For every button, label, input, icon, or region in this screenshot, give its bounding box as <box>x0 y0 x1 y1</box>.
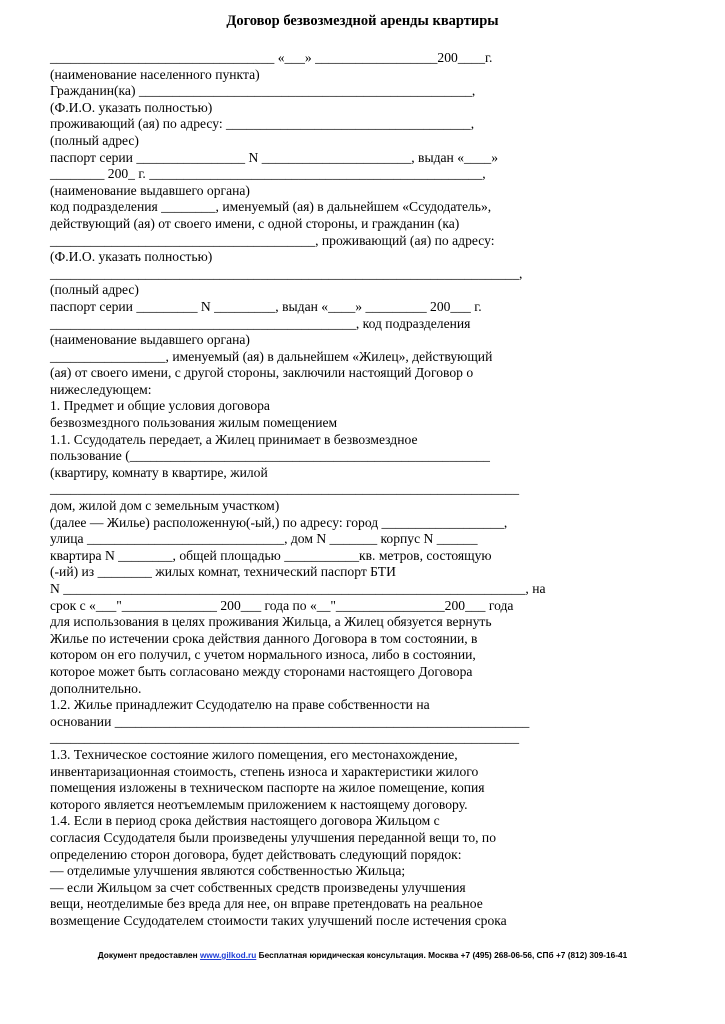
document-line: _____________________________________________________________________ <box>50 730 519 746</box>
document-line: паспорт серии _________ N _________, выдан «____» _________ 200___ г. <box>50 298 482 314</box>
document-line: — если Жильцом за счет собственных средств произведены улучшения <box>50 879 466 895</box>
document-line: 1.1. Ссудодатель передает, а Жилец принимает в безвозмездное <box>50 431 418 447</box>
document-line: улица _____________________________, дом N _______ корпус N ______ <box>50 531 478 547</box>
document-line: нижеследующем: <box>50 381 152 397</box>
document-line: основании _____________________________________________________________ <box>50 713 530 729</box>
document-line: действующий (ая) от своего имени, с одной стороны, и гражданин (ка) <box>50 215 460 231</box>
document-line: (Ф.И.О. указать полностью) <box>50 249 213 265</box>
document-line: паспорт серии ________________ N ______________________, выдан «____» <box>50 149 498 165</box>
footer-prefix: Документ предоставлен <box>97 950 198 960</box>
document-line: согласия Ссудодателя были произведены улучшения переданной вещи то, по <box>50 829 497 845</box>
document-line: для использования в целях проживания Жильца, а Жилец обязуется вернуть <box>50 614 492 630</box>
document-line: которое может быть согласовано между сторонами настоящего Договора <box>50 663 473 679</box>
footer-link[interactable]: www.gilkod.ru <box>199 950 257 960</box>
document-line: _____________________________________________________________________ <box>50 481 519 497</box>
document-line: _____________________________________________, код подразделения <box>50 315 471 331</box>
document-line: пользование (_____________________________________________________ <box>50 448 490 464</box>
document-line: определению сторон договора, будет действовать следующий порядок: <box>50 846 462 862</box>
footer-suffix: Бесплатная юридическая консультация. Москва +7 (495) 268-06-56, СПб +7 (812) 309-16-41 <box>258 950 628 960</box>
document-line: вещи, неотделимые без вреда для нее, он вправе претендовать на реальное <box>50 896 483 912</box>
document-line: квартира N ________, общей площадью ___________кв. метров, состоящую <box>50 547 492 563</box>
document-line: помещения изложены в техническом паспорте на жилое помещение, копия <box>50 780 485 796</box>
document-line: безвозмездного пользования жилым помещением <box>50 415 338 431</box>
document-line: инвентаризационная стоимость, степень износа и характеристики жилого <box>50 763 479 779</box>
document-line: (квартиру, комнату в квартире, жилой <box>50 464 268 480</box>
document-line: (Ф.И.О. указать полностью) <box>50 99 213 115</box>
document-line: (полный адрес) <box>50 132 139 148</box>
document-line: Гражданин(ка) _________________________________________________, <box>50 83 476 99</box>
document-line: проживающий (ая) по адресу: ____________________________________, <box>50 116 475 132</box>
document-line: (далее — Жилье) расположенную(-ый,) по адресу: город __________________, <box>50 514 508 530</box>
document-line: (наименование населенного пункта) <box>50 66 260 82</box>
document-line: (полный адрес) <box>50 282 139 298</box>
document-line: дом, жилой дом с земельным участком) <box>50 498 280 514</box>
document-line: _________________, именуемый (ая) в дальнейшем «Жилец», действующий <box>50 348 493 364</box>
document-line: (наименование выдавшего органа) <box>50 332 250 348</box>
document-line: возмещение Ссудодателем стоимости таких улучшений после истечения срока <box>50 912 507 928</box>
footer <box>0 950 725 960</box>
document-line: (наименование выдавшего органа) <box>50 182 250 198</box>
document-line: _______________________________________, проживающий (ая) по адресу: <box>50 232 495 248</box>
document-line: 1.3. Техническое состояние жилого помещения, его местонахождение, <box>50 746 458 762</box>
document-line: (-ий) из ________ жилых комнат, технический паспорт БТИ <box>50 564 396 580</box>
document-line: 1.4. Если в период срока действия настоящего договора Жильцом с <box>50 813 440 829</box>
document-line: (ая) от своего имени, с другой стороны, заключили настоящий Договор о <box>50 365 474 381</box>
document-line: 1.2. Жилье принадлежит Ссудодателю на праве собственности на <box>50 697 430 713</box>
document-line: Жилье по истечении срока действия данного Договора в том состоянии, в <box>50 630 478 646</box>
document-line: N ____________________________________________________________________, на <box>50 581 546 596</box>
document-line: ________ 200_ г. _________________________________________________, <box>50 166 486 182</box>
document-line: — отделимые улучшения являются собственностью Жильца; <box>50 863 406 879</box>
document-body <box>50 50 595 929</box>
document-line: срок с «___"______________ 200___ года по «__"________________200___ года <box>50 597 514 613</box>
document-line: 1. Предмет и общие условия договора <box>50 398 270 414</box>
document-line: дополнительно. <box>50 680 142 696</box>
document-title: Договор безвозмездной аренды квартиры <box>226 13 499 29</box>
document-line: _________________________________ «___» __________________200____г. <box>50 50 493 65</box>
document-line: код подразделения ________, именуемый (ая) в дальнейшем «Ссудодатель», <box>50 199 492 215</box>
document-line: котором он его получил, с учетом нормального износа, либо в состоянии, <box>50 647 476 663</box>
document-line: _____________________________________________________________________, <box>50 265 523 281</box>
document-line: которого является неотъемлемым приложением к настоящему договору. <box>50 796 468 812</box>
